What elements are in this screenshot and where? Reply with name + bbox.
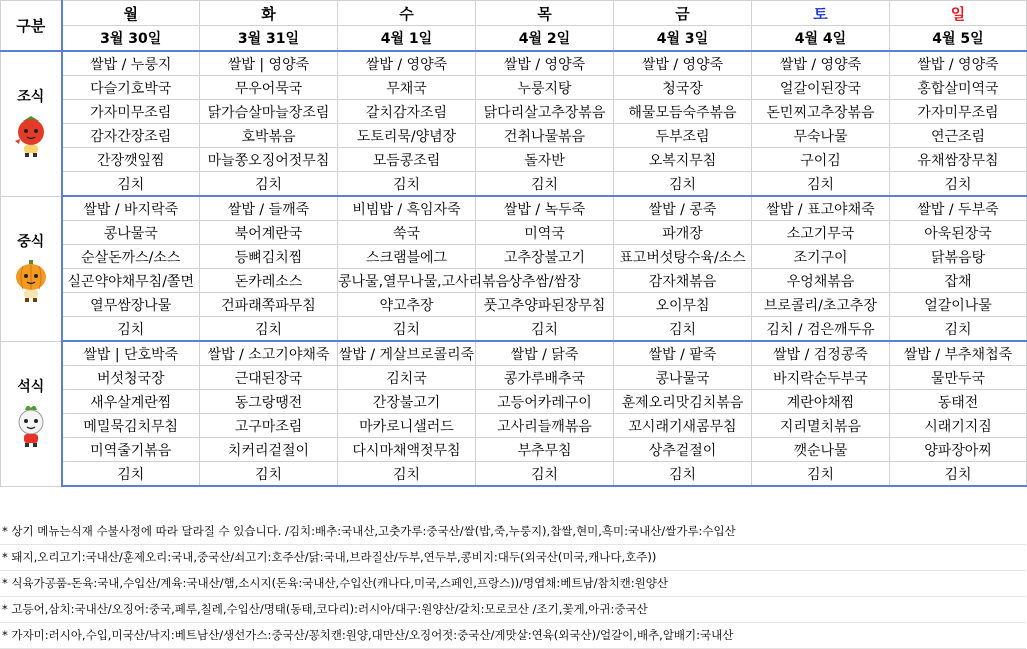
- menu-cell: 홍합살미역국: [890, 76, 1027, 100]
- menu-cell: 스크램블에그: [338, 245, 476, 269]
- menu-cell: 건파래쪽파무침: [200, 293, 338, 317]
- menu-cell: 닭가슴살마늘장조림: [200, 100, 338, 124]
- date-tue: 3월 31일: [200, 26, 338, 52]
- menu-cell: 쌀밥 / 닭죽: [476, 341, 614, 366]
- menu-row: [1, 366, 1027, 390]
- menu-cell: 쌀밥 / 소고기야채죽: [200, 341, 338, 366]
- date-wed: 4월 1일: [338, 26, 476, 52]
- note-line: * 상기 메뉴는식재 수불사정에 따라 달라질 수 있습니다. /김치:배추:국내산,고춧가루:중국산/쌀(밥,죽,누룽지),찹쌀,현미,흑미:국내산/쌀가루:수입산: [0, 519, 1026, 545]
- date-header-row: [1, 26, 1027, 52]
- menu-cell: 쌀밥 / 게살브로콜리죽: [338, 341, 476, 366]
- menu-cell: 미역줄기볶음: [62, 438, 200, 462]
- weekday-thu: 목: [476, 1, 614, 26]
- menu-cell: 메밀묵김치무침: [62, 414, 200, 438]
- menu-row: [1, 148, 1027, 172]
- radish-mascot-icon: [1, 402, 61, 452]
- menu-cell: 쌀밥 | 영양죽: [200, 51, 338, 76]
- menu-cell: 쌀밥 | 단호박죽: [62, 341, 200, 366]
- menu-cell: 버섯청국장: [62, 366, 200, 390]
- menu-cell: 김치: [200, 172, 338, 197]
- menu-row: [1, 76, 1027, 100]
- menu-cell: 풋고추양파된장무침: [476, 293, 614, 317]
- date-sat: 4월 4일: [752, 26, 890, 52]
- menu-cell: 브로콜리/초고추장: [752, 293, 890, 317]
- menu-cell: 김치: [338, 172, 476, 197]
- menu-cell: 김치: [62, 317, 200, 342]
- weekday-sat: 토: [752, 1, 890, 26]
- menu-cell: 콩나물,열무나물,고사리볶음: [338, 269, 476, 293]
- menu-cell: 감자채볶음: [614, 269, 752, 293]
- menu-row: [1, 341, 1027, 366]
- menu-cell: 가자미무조림: [890, 100, 1027, 124]
- menu-cell: 김치: [62, 172, 200, 197]
- menu-cell: 김치: [62, 462, 200, 487]
- menu-row: [1, 124, 1027, 148]
- meal-label-cell: [1, 51, 62, 196]
- menu-cell: 양파장아찌: [890, 438, 1027, 462]
- menu-cell: 치커리겉절이: [200, 438, 338, 462]
- menu-cell: 김치: [338, 462, 476, 487]
- menu-cell: 등뼈김치찜: [200, 245, 338, 269]
- menu-cell: 쌀밥 / 콩죽: [614, 196, 752, 221]
- menu-cell: 고사리들깨볶음: [476, 414, 614, 438]
- menu-row: [1, 51, 1027, 76]
- menu-cell: 쌀밥 / 영양죽: [890, 51, 1027, 76]
- menu-cell: 간장불고기: [338, 390, 476, 414]
- menu-cell: 김치: [338, 317, 476, 342]
- menu-cell: 무채국: [338, 76, 476, 100]
- menu-cell: 무우어묵국: [200, 76, 338, 100]
- menu-row: [1, 221, 1027, 245]
- tomato-mascot-icon: [1, 112, 61, 162]
- menu-cell: 얼갈이나물: [890, 293, 1027, 317]
- menu-cell: 돈카레소스: [200, 269, 338, 293]
- menu-cell: 마늘쫑오징어젓무침: [200, 148, 338, 172]
- notes-section: [0, 519, 1026, 649]
- menu-row: [1, 462, 1027, 487]
- menu-cell: 잡채: [890, 269, 1027, 293]
- menu-cell: 고등어카레구이: [476, 390, 614, 414]
- menu-cell: 마카로니샐러드: [338, 414, 476, 438]
- menu-cell: 미역국: [476, 221, 614, 245]
- menu-cell: 아욱된장국: [890, 221, 1027, 245]
- menu-row: [1, 317, 1027, 342]
- menu-cell: 콩나물국: [62, 221, 200, 245]
- menu-cell: 호박볶음: [200, 124, 338, 148]
- weekday-wed: 수: [338, 1, 476, 26]
- menu-row: [1, 438, 1027, 462]
- date-mon: 3월 30일: [62, 26, 200, 52]
- menu-cell: 고구마조림: [200, 414, 338, 438]
- menu-cell: 김치: [476, 317, 614, 342]
- menu-row: [1, 293, 1027, 317]
- menu-cell: 콩나물국: [614, 366, 752, 390]
- menu-cell: 쌀밥 / 영양죽: [338, 51, 476, 76]
- menu-cell: 실곤약야채무침/쫄면: [62, 269, 200, 293]
- menu-row: [1, 414, 1027, 438]
- menu-cell: 닭볶음탕: [890, 245, 1027, 269]
- menu-cell: 김치: [200, 462, 338, 487]
- menu-cell: 김치: [476, 462, 614, 487]
- menu-cell: 누룽지탕: [476, 76, 614, 100]
- menu-cell: 콩가루배추국: [476, 366, 614, 390]
- weekday-sun: 일: [890, 1, 1027, 26]
- menu-cell: 모듬콩조림: [338, 148, 476, 172]
- menu-cell: 표고버섯탕수육/소스: [614, 245, 752, 269]
- menu-cell: 상추쌈/쌈장: [476, 269, 614, 293]
- meal-name: 중식: [17, 233, 45, 250]
- menu-cell: 김치: [614, 317, 752, 342]
- menu-cell: 쌀밥 / 두부죽: [890, 196, 1027, 221]
- menu-cell: 김치: [200, 317, 338, 342]
- corner-label: 구분: [1, 1, 62, 52]
- menu-cell: 새우살계란찜: [62, 390, 200, 414]
- note-line: * 식육가공품-돈육:국내,수입산/계육:국내산/햄,소시지(돈육:국내산,수입산(캐나다,미국,스페인,프랑스))/명엽채:베트남/참치캔:원양산: [0, 571, 1026, 597]
- menu-cell: 약고추장: [338, 293, 476, 317]
- menu-cell: 김치: [890, 462, 1027, 487]
- weekday-header-row: [1, 1, 1027, 26]
- menu-cell: 돌자반: [476, 148, 614, 172]
- menu-cell: 부추무침: [476, 438, 614, 462]
- menu-cell: 갈치감자조림: [338, 100, 476, 124]
- menu-cell: 파개장: [614, 221, 752, 245]
- date-sun: 4월 5일: [890, 26, 1027, 52]
- menu-cell: 바지락순두부국: [752, 366, 890, 390]
- menu-cell: 훈제오리맛김치볶음: [614, 390, 752, 414]
- menu-cell: 조기구이: [752, 245, 890, 269]
- menu-cell: 쌀밥 / 들깨죽: [200, 196, 338, 221]
- menu-cell: 청국장: [614, 76, 752, 100]
- menu-cell: 쌀밥 / 녹두죽: [476, 196, 614, 221]
- menu-cell: 김치: [890, 172, 1027, 197]
- menu-cell: 돈민찌고추장볶음: [752, 100, 890, 124]
- menu-cell: 간장깻잎찜: [62, 148, 200, 172]
- menu-cell: 비빔밥 / 흑임자죽: [338, 196, 476, 221]
- menu-cell: 해물모듬숙주볶음: [614, 100, 752, 124]
- menu-cell: 연근조림: [890, 124, 1027, 148]
- menu-cell: 김치 / 검은깨두유: [752, 317, 890, 342]
- menu-cell: 깻순나물: [752, 438, 890, 462]
- menu-cell: 동태전: [890, 390, 1027, 414]
- menu-cell: 상추겉절이: [614, 438, 752, 462]
- menu-cell: 쌀밥 / 팥죽: [614, 341, 752, 366]
- menu-cell: 오복지무침: [614, 148, 752, 172]
- menu-cell: 얼갈이된장국: [752, 76, 890, 100]
- menu-cell: 지리멸치볶음: [752, 414, 890, 438]
- menu-cell: 가자미무조림: [62, 100, 200, 124]
- menu-cell: 무숙나물: [752, 124, 890, 148]
- menu-cell: 김치: [614, 172, 752, 197]
- menu-cell: 구이김: [752, 148, 890, 172]
- menu-cell: 김치국: [338, 366, 476, 390]
- menu-cell: 순살돈까스/소스: [62, 245, 200, 269]
- date-thu: 4월 2일: [476, 26, 614, 52]
- menu-cell: 김치: [752, 172, 890, 197]
- note-line: * 돼지,오리고기:국내산/훈제오리:국내,중국산/쇠고기:호주산/닭:국내,브라질산/두부,연두부,콩비지:대두(외국산(미국,캐나다,호주)): [0, 545, 1026, 571]
- menu-cell: 시래기지짐: [890, 414, 1027, 438]
- menu-cell: 소고기무국: [752, 221, 890, 245]
- menu-cell: 다슬기호박국: [62, 76, 200, 100]
- menu-cell: 도토리묵/양념장: [338, 124, 476, 148]
- menu-cell: 동그랑땡전: [200, 390, 338, 414]
- meal-name: 조식: [17, 88, 45, 105]
- menu-cell: 김치: [752, 462, 890, 487]
- menu-cell: 물만두국: [890, 366, 1027, 390]
- weekday-fri: 금: [614, 1, 752, 26]
- menu-cell: 쌀밥 / 부추채첩죽: [890, 341, 1027, 366]
- menu-cell: 계란야채찜: [752, 390, 890, 414]
- menu-cell: 김치: [614, 462, 752, 487]
- menu-cell: 꼬시래기새콤무침: [614, 414, 752, 438]
- menu-cell: 쌀밥 / 검정콩죽: [752, 341, 890, 366]
- menu-row: [1, 245, 1027, 269]
- menu-row: [1, 172, 1027, 197]
- menu-cell: 다시마채액젓무침: [338, 438, 476, 462]
- menu-cell: 오이무침: [614, 293, 752, 317]
- menu-cell: 쑥국: [338, 221, 476, 245]
- note-line: * 고등어,삼치:국내산/오징어:중국,페루,칠레,수입산/명태(동태,코다리):러시아/대구:원양산/갈치:모로코산 /조기,꽃게,아귀:중국산: [0, 597, 1026, 623]
- menu-cell: 근대된장국: [200, 366, 338, 390]
- menu-cell: 쌀밥 / 바지락죽: [62, 196, 200, 221]
- menu-cell: 유채쌈장무침: [890, 148, 1027, 172]
- meal-name: 석식: [17, 378, 45, 395]
- meal-label-cell: [1, 341, 62, 486]
- menu-cell: 우엉채볶음: [752, 269, 890, 293]
- menu-row: [1, 100, 1027, 124]
- menu-cell: 건취나물볶음: [476, 124, 614, 148]
- weekday-mon: 월: [62, 1, 200, 26]
- menu-cell: 쌀밥 / 영양죽: [752, 51, 890, 76]
- menu-cell: 고추장불고기: [476, 245, 614, 269]
- menu-cell: 쌀밥 / 누룽지: [62, 51, 200, 76]
- menu-cell: 쌀밥 / 영양죽: [614, 51, 752, 76]
- menu-cell: 쌀밥 / 표고야채죽: [752, 196, 890, 221]
- menu-row: [1, 269, 1027, 293]
- menu-cell: 닭다리살고추장볶음: [476, 100, 614, 124]
- menu-cell: 김치: [890, 317, 1027, 342]
- pumpkin-mascot-icon: [1, 257, 61, 307]
- meal-label-cell: [1, 196, 62, 341]
- menu-cell: 감자간장조림: [62, 124, 200, 148]
- menu-cell: 쌀밥 / 영양죽: [476, 51, 614, 76]
- note-line: * 가자미:러시아,수입,미국산/낙지:베트남산/생선가스:중국산/꽁치캔:원양,대만산/오징어젓:중국산/게맛살:연육(외국산)/얼갈이,배추,알배기:국내산: [0, 623, 1026, 649]
- menu-row: [1, 390, 1027, 414]
- menu-cell: 김치: [476, 172, 614, 197]
- menu-cell: 두부조림: [614, 124, 752, 148]
- weekday-tue: 화: [200, 1, 338, 26]
- menu-cell: 북어계란국: [200, 221, 338, 245]
- date-fri: 4월 3일: [614, 26, 752, 52]
- menu-row: [1, 196, 1027, 221]
- menu-cell: 열무쌈장나물: [62, 293, 200, 317]
